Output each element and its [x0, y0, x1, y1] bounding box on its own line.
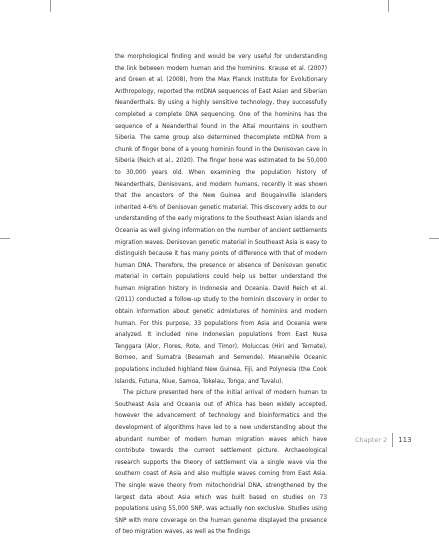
- chapter-label: Chapter 2: [355, 436, 388, 444]
- crop-mark-mid-left: [0, 238, 10, 239]
- crop-mark-mid-right: [429, 238, 439, 239]
- paragraph: the morphological finding and would be very useful for understanding the link between modern human and the hominins. Krause et al. (2007) and Green et al. (2008), from the Max Planck Institute for Evolutionary Anthropology, reported the mtDNA sequences of East Asian and Siberian Neanderthals. By using a highly sensitive technology, they successfully completed a complete DNA sequencing. One of the hominins has the sequence of a Neanderthal found in the Altai mountains in southern Siberia. The same group also determined thecomplete mtDNA from a chunk of finger bone of a young hominin found in the Denisovan cave in Siberia (Reich et al., 2020). The finger bone was estimated to be 50,000 to 30,000 years old. When examining the population history of Neanderthals, Denisovans, and modern humans, recently it was shown that the ancestors of the New Guinea and Bougainville islanders inherited 4-6% of Denisovan genetic material. This discovery adds to our understanding of the early migrations to the Southeast Asian islands and Oceania as well giving information on the number of ancient settlements migration waves. Denisovan genetic material in Southeast Asia is easy to distinguish because it has many points of difference with that of modern human DNA. Therefore, the presence or absence of Denisovan genetic material in certain populations could help us better understand the human migration history in Indonesia and Oceania. David Reich et al. (2011) conducted a follow-up study to the hominin discovery in order to obtain information about genetic admixtures of hominins and modern human. For this purpose, 33 populations from Asia and Oceania were analyzed. It included nine Indonesian populations from East Nusa Tenggara (Alor, Flores, Rote, and Timor), Moluccas (Hiri and Ternate), Borneo, and Sumatra (Besemah and Semende). Meanwhile Oceanic populations included highland New Guinea, Fiji, and Polynesia (the Cook Islands, Futuna, Niue, Samoa, Tokelau, Tonga, and Tuvalu).: [115, 54, 327, 385]
- page-number: 113: [398, 436, 412, 444]
- footer-divider: [392, 433, 393, 447]
- crop-mark-top-right: [388, 0, 389, 12]
- crop-mark-top-left: [50, 0, 51, 12]
- page-footer: [355, 433, 412, 447]
- body-text: [115, 52, 327, 539]
- paragraph: The picture presented here of the initial arrival of modern human to Southeast Asia and Oceania out of Africa has been widely accepted, however the advancement of technology and bioinformatics and the development of algorithms have led to a new understanding about the abundant number of modern human migration waves which have contribute towards the current settlement picture. Archaeological research supports the theory of settlement via a single wave via the southern coast of Asia and also multiple waves coming from East Asia. The single wave theory from mitochondrial DNA, strengthened by the largest data about Asia which was built based on studies on 73 populations using 55,000 SNP, was actually non exclusive. Studies using SNP with more coverage on the human genome displayed the presence of two migration waves, as well as the findings: [115, 390, 327, 536]
